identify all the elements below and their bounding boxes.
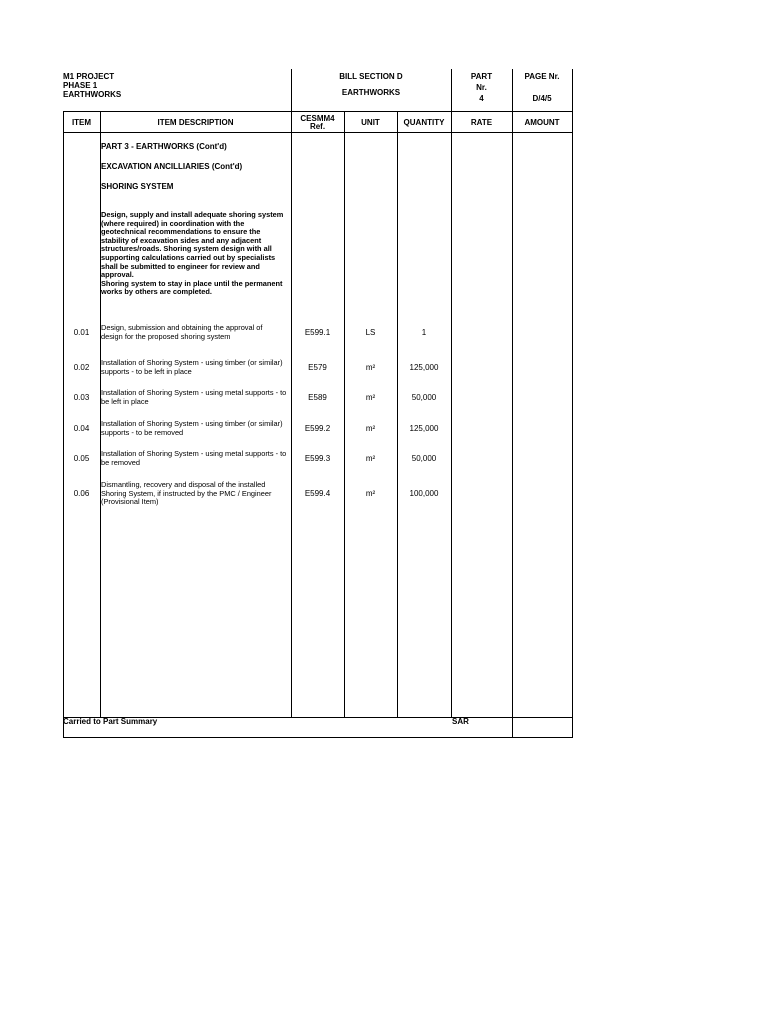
item-description: Installation of Shoring System - using timber (or similar) supports - to be removed (101, 419, 283, 437)
bill-section: BILL SECTION D (339, 72, 403, 81)
part-value: 4 (479, 94, 484, 103)
item-number: 0.03 (73, 393, 90, 402)
item-quantity: 100,000 (409, 489, 439, 498)
column-header-ref: CESMM4 (300, 114, 335, 123)
item-unit: LS (365, 328, 376, 337)
item-unit: m² (365, 454, 376, 463)
carried-to-summary: Carried to Part Summary (63, 717, 158, 726)
item-ref: E579 (308, 363, 327, 372)
column-header-unit: UNIT (361, 118, 380, 127)
column-header-amount: AMOUNT (524, 118, 560, 127)
item-description: Installation of Shoring System - using metal supports - to be left in place (101, 388, 287, 406)
item-unit: m² (365, 363, 376, 372)
item-unit: m² (365, 489, 376, 498)
item-ref: E599.1 (304, 328, 331, 337)
bill-title: EARTHWORKS (341, 88, 401, 97)
item-quantity: 125,000 (409, 363, 439, 372)
item-description: Design, submission and obtaining the approval of design for the proposed shoring system (101, 323, 263, 341)
grid-line (63, 111, 573, 112)
column-header-description: ITEM DESCRIPTION (157, 118, 234, 127)
project-line: PHASE 1 (63, 81, 98, 90)
item-unit: m² (365, 393, 376, 402)
column-header-item: ITEM (71, 118, 92, 127)
item-ref: E599.3 (304, 454, 331, 463)
preamble-text: Design, supply and install adequate shoring system (where required) in coordination with the geotechnical recommendations to ensure the stability of excavation sides and any adjacent structures/roads. Shoring system design with all supporting calculations carried out by specialists shall be submitted to engineer for review and approval. Shoring system to stay in place until the permanent works by others are completed. (101, 210, 284, 297)
item-quantity: 50,000 (411, 393, 437, 402)
project-line: EARTHWORKS (63, 90, 122, 99)
column-header-quantity: QUANTITY (403, 118, 445, 127)
column-header-rate: RATE (470, 118, 493, 127)
item-number: 0.01 (73, 328, 90, 337)
item-quantity: 50,000 (411, 454, 437, 463)
item-number: 0.02 (73, 363, 90, 372)
part-label: PART (470, 72, 493, 81)
grid-line (572, 69, 573, 737)
grid-line (63, 132, 573, 133)
item-number: 0.04 (73, 424, 90, 433)
item-ref: E589 (308, 393, 327, 402)
item-description: Dismantling, recovery and disposal of the installed Shoring System, if instructed by the PMC / Engineer (Provisional Item) (101, 480, 272, 507)
grid-line (397, 111, 398, 717)
column-header-ref: Ref. (309, 122, 326, 131)
grid-line (63, 737, 573, 738)
item-ref: E599.2 (304, 424, 331, 433)
page-value: D/4/5 (532, 94, 552, 103)
item-unit: m² (365, 424, 376, 433)
page-label: PAGE Nr. (524, 72, 560, 81)
project-line: M1 PROJECT (63, 72, 115, 81)
grid-line (100, 111, 101, 717)
item-number: 0.06 (73, 489, 90, 498)
grid-line (451, 69, 452, 717)
part-heading: PART 3 - EARTHWORKS (Cont'd) (101, 142, 227, 151)
system-heading: SHORING SYSTEM (101, 182, 174, 191)
item-ref: E599.4 (304, 489, 331, 498)
item-description: Installation of Shoring System - using timber (or similar) supports - to be left in place (101, 358, 283, 376)
grid-line (512, 69, 513, 737)
item-number: 0.05 (73, 454, 90, 463)
item-quantity: 125,000 (409, 424, 439, 433)
currency-label: SAR (452, 717, 469, 726)
part-nr-label: Nr. (476, 83, 487, 92)
sub-heading: EXCAVATION ANCILLIARIES (Cont'd) (101, 162, 243, 171)
item-description: Installation of Shoring System - using metal supports - to be removed (101, 449, 287, 467)
grid-line (344, 111, 345, 717)
item-quantity: 1 (421, 328, 427, 337)
